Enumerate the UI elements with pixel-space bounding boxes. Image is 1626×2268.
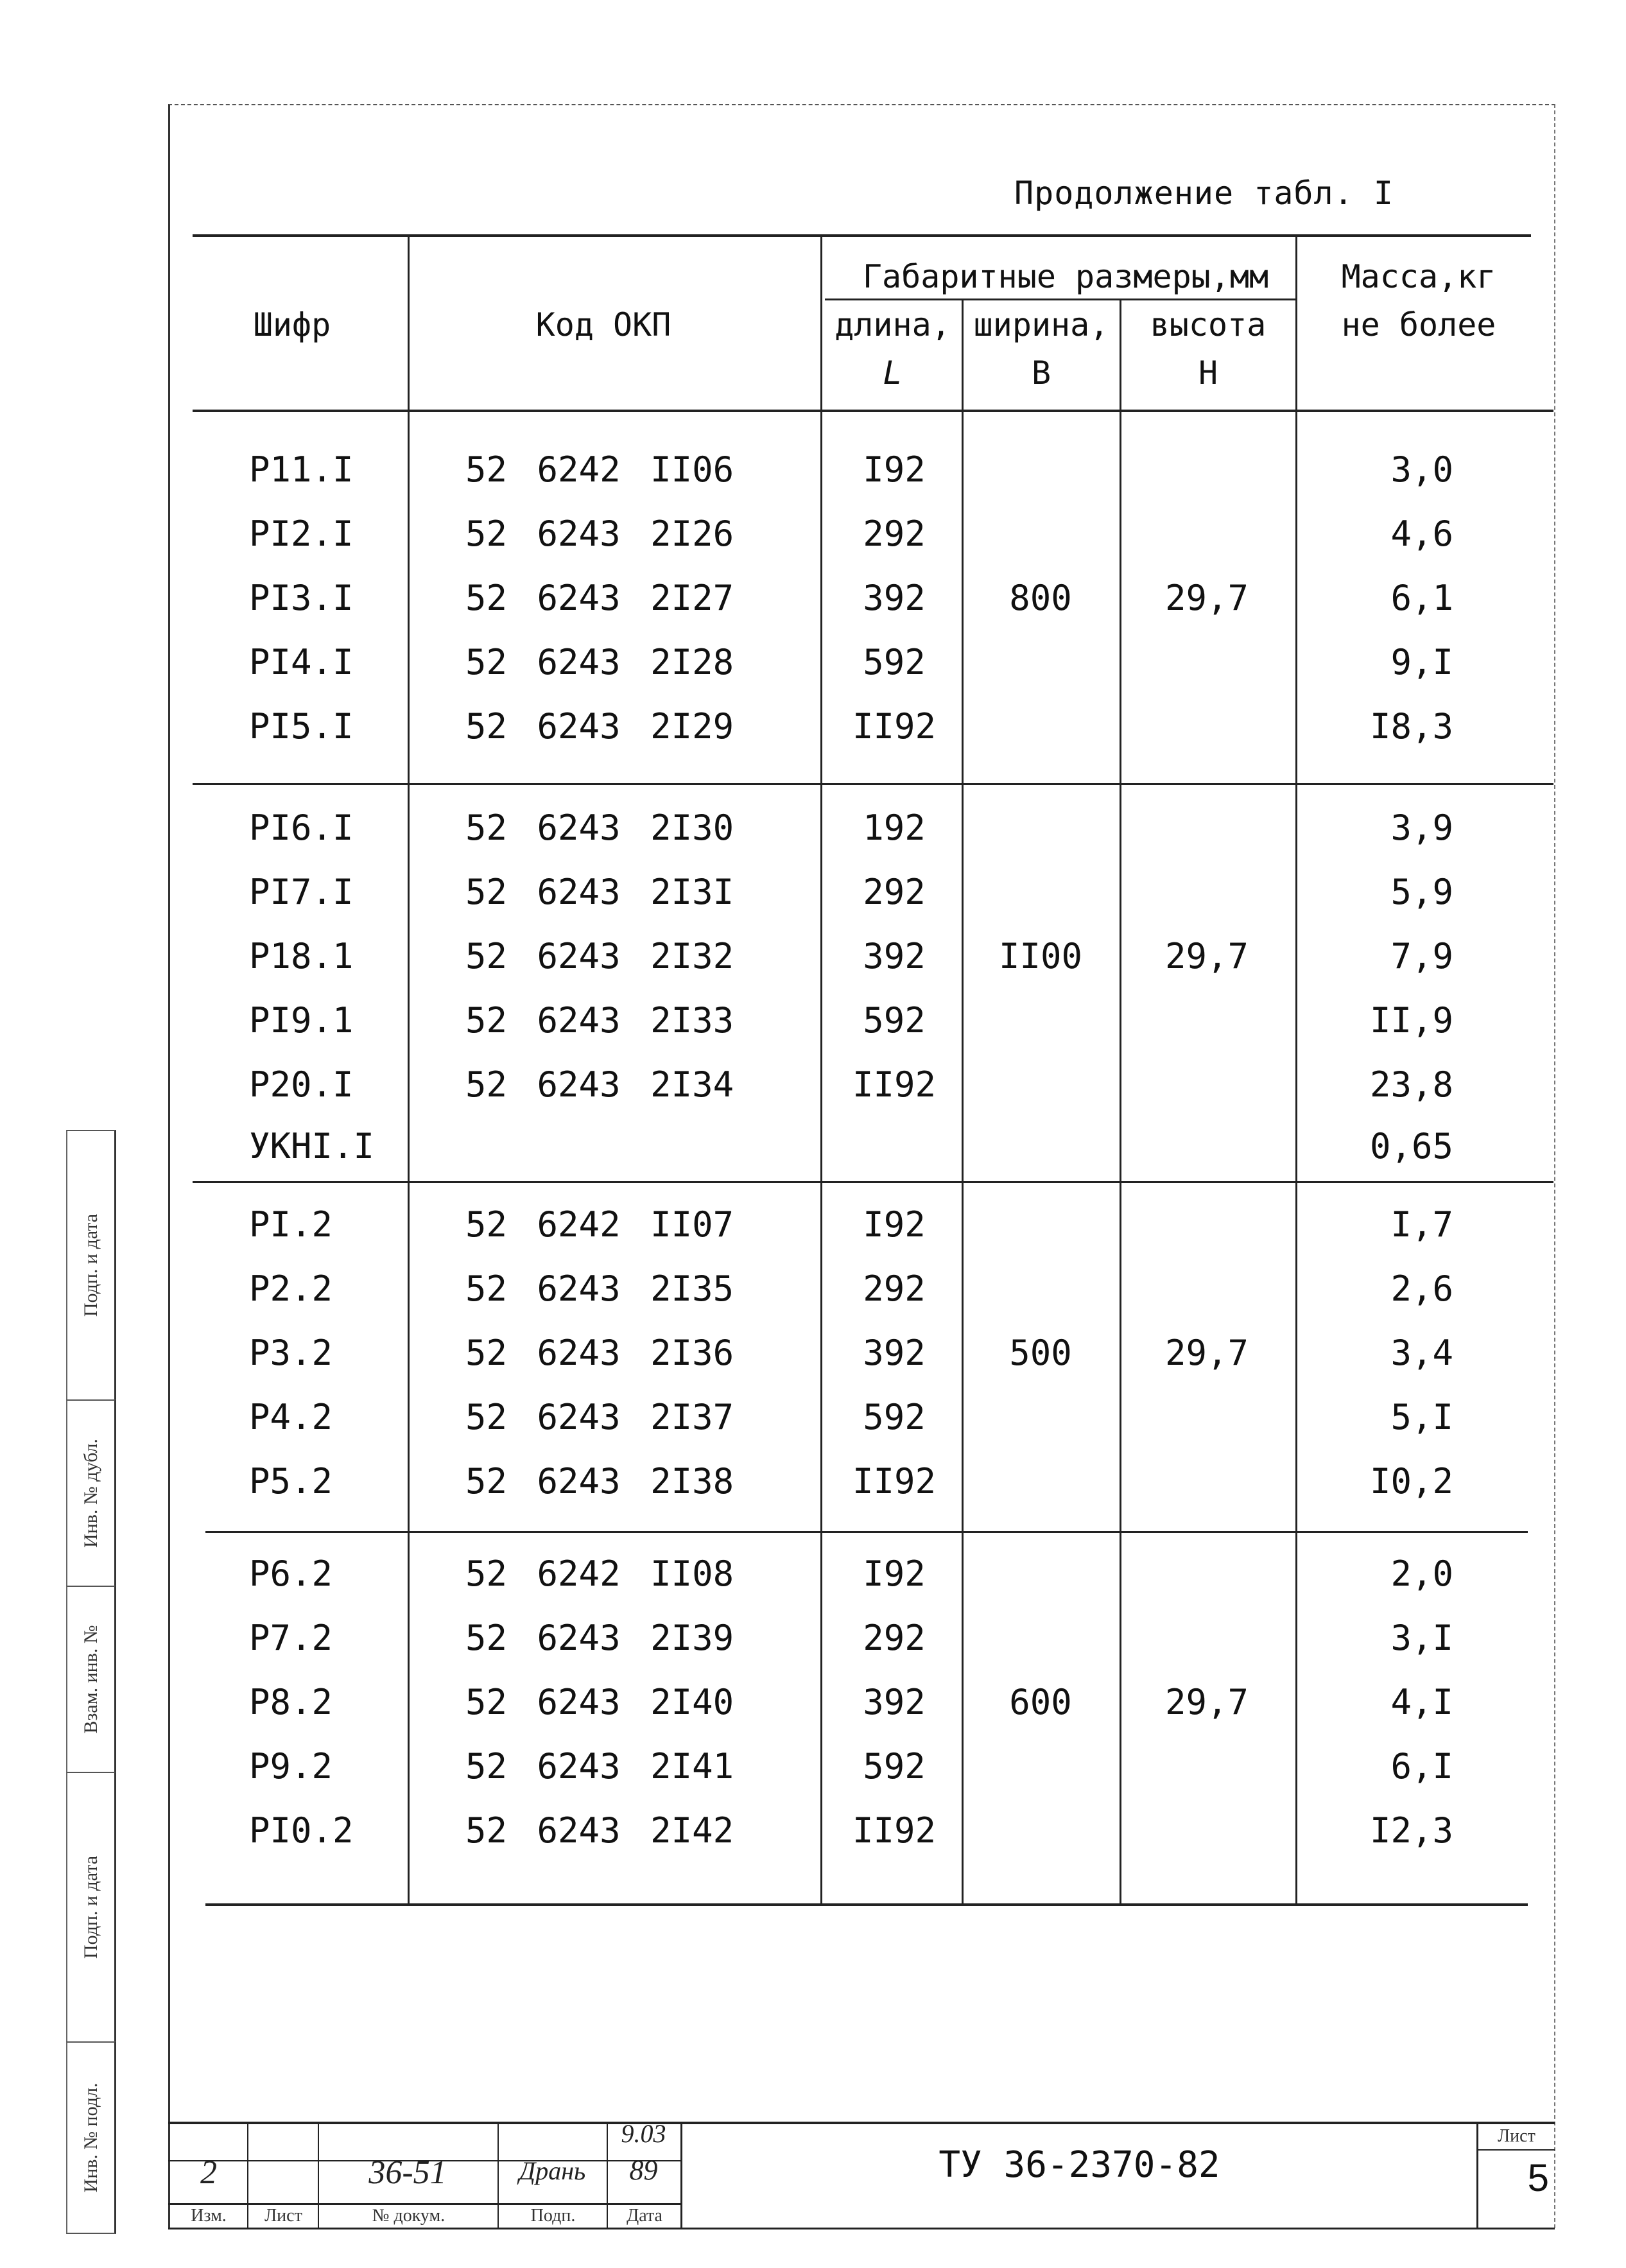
header-length: длина, <box>835 306 951 343</box>
cell-okp: 52 6243 2I40 <box>465 1682 734 1722</box>
cell-cipher: PI.2 <box>249 1204 333 1245</box>
header-width: ширина, <box>973 306 1109 343</box>
title-block-bottom-rule <box>168 2228 1555 2229</box>
cell-mass: I0,2 <box>1369 1461 1453 1502</box>
cell-length: 392 <box>863 1333 926 1373</box>
cell-cipher: P18.1 <box>249 936 354 976</box>
group-divider <box>193 1181 1553 1183</box>
cell-mass: 4,6 <box>1390 514 1453 554</box>
cell-length: 392 <box>863 1682 926 1722</box>
cell-mass: 3,0 <box>1390 449 1453 490</box>
sheet-number: 5 <box>1527 2156 1549 2199</box>
header-height-symbol: H <box>1198 354 1218 392</box>
cell-okp: 52 6243 2I32 <box>465 936 734 976</box>
cell-cipher: PI7.I <box>249 872 354 912</box>
cell-mass: 3,4 <box>1390 1333 1453 1373</box>
cell-length: I92 <box>863 449 926 490</box>
header-dimensions: Габаритные размеры,мм <box>862 258 1269 295</box>
cell-mass: I2,3 <box>1369 1810 1453 1851</box>
cell-length: 392 <box>863 936 926 976</box>
cell-cipher: PI0.2 <box>249 1810 354 1851</box>
cell-okp: 52 6242 II07 <box>465 1204 734 1245</box>
group-divider <box>193 783 1553 785</box>
side-stamp-label: Взам. инв. № <box>80 1625 101 1734</box>
cell-mass: II,9 <box>1369 1000 1453 1041</box>
cell-length: 292 <box>863 1268 926 1309</box>
table-bottom-rule <box>205 1903 1528 1906</box>
cell-length: 592 <box>863 1000 926 1041</box>
cell-cipher: P8.2 <box>249 1682 333 1722</box>
cell-cipher: P6.2 <box>249 1554 333 1594</box>
cell-okp: 52 6243 2I28 <box>465 642 734 682</box>
cell-mass: 4,I <box>1390 1682 1453 1722</box>
title-block-top-rule <box>168 2122 1555 2124</box>
side-stamp-vzam-inv <box>66 1586 116 1772</box>
document-number: 36-51 <box>368 2154 447 2191</box>
header-bottom-rule <box>193 410 1553 412</box>
cell-length <box>827 1114 962 1179</box>
group-divider <box>205 1531 1528 1533</box>
cell-mass: 0,65 <box>1369 1126 1453 1166</box>
cell-cipher: PI6.I <box>249 808 354 848</box>
header-cipher: Шифр <box>253 306 331 343</box>
cell-cipher: PI5.I <box>249 706 354 747</box>
cell-cipher: PI2.I <box>249 514 354 554</box>
col-divider-height <box>1295 234 1297 1903</box>
cell-okp: 52 6243 2I37 <box>465 1397 734 1437</box>
cell-cipher: УКНI.I <box>249 1126 375 1166</box>
cell-mass: 9,I <box>1390 642 1453 682</box>
cell-length: II92 <box>852 1064 937 1105</box>
cell-okp: 52 6243 2I26 <box>465 514 734 554</box>
cell-okp: 52 6243 2I38 <box>465 1461 734 1502</box>
cell-cipher: P20.I <box>249 1064 354 1105</box>
side-stamp-sign-date-1 <box>66 1130 116 1399</box>
cell-okp: 52 6242 II08 <box>465 1554 734 1594</box>
change-number: 2 <box>200 2154 217 2191</box>
cell-okp: 52 6243 2I27 <box>465 578 734 618</box>
header-mass-line1: Масса,кг <box>1341 258 1496 295</box>
cell-width: 600 <box>1009 1682 1072 1722</box>
cell-cipher: P7.2 <box>249 1618 333 1658</box>
cell-length: 592 <box>863 1746 926 1787</box>
cell-mass: 5,I <box>1390 1397 1453 1437</box>
col-divider-width <box>1120 299 1121 1903</box>
cell-cipher: P11.I <box>249 449 354 490</box>
side-stamp-label: Подп. и дата <box>80 1855 101 1959</box>
side-stamp-label: Инв. № подл. <box>80 2082 101 2193</box>
cell-okp: 52 6243 2I33 <box>465 1000 734 1041</box>
cell-width: II00 <box>998 936 1083 976</box>
side-stamp-inv-podl <box>66 2041 116 2234</box>
cell-length: II92 <box>852 1810 937 1851</box>
header-length-symbol: L <box>883 354 903 392</box>
cell-cipher: P3.2 <box>249 1333 333 1373</box>
cell-length: 292 <box>863 872 926 912</box>
cell-length: I92 <box>863 1554 926 1594</box>
cell-okp: 52 6243 2I39 <box>465 1618 734 1658</box>
cell-length: 392 <box>863 578 926 618</box>
label-date: Дата <box>627 2206 662 2226</box>
cell-width: 800 <box>1009 578 1072 618</box>
side-stamp-label: Инв. № дубл. <box>80 1439 101 1548</box>
cell-width: 500 <box>1009 1333 1072 1373</box>
cell-mass: 5,9 <box>1390 872 1453 912</box>
cell-cipher: P4.2 <box>249 1397 333 1437</box>
signature: Дрань <box>519 2156 586 2185</box>
cell-length: II92 <box>852 1461 937 1502</box>
label-list: Лист <box>264 2206 302 2226</box>
col-divider-length <box>962 299 964 1903</box>
date-bottom: 89 <box>629 2154 658 2186</box>
cell-mass: 2,6 <box>1390 1268 1453 1309</box>
cell-okp: 52 6243 2I3I <box>465 872 734 912</box>
cell-cipher: PI3.I <box>249 578 354 618</box>
document-code: ТУ 36-2370-82 <box>938 2144 1220 2186</box>
cell-mass: I,7 <box>1390 1204 1453 1245</box>
cell-okp: 52 6243 2I34 <box>465 1064 734 1105</box>
cell-cipher: P5.2 <box>249 1461 333 1502</box>
label-izm: Изм. <box>191 2206 227 2226</box>
side-stamp-inv-dubl <box>66 1399 116 1586</box>
cell-okp: 52 6243 2I36 <box>465 1333 734 1373</box>
cell-mass: 6,1 <box>1390 578 1453 618</box>
cell-mass: 23,8 <box>1369 1064 1453 1105</box>
cell-length: 592 <box>863 642 926 682</box>
cell-cipher: PI9.1 <box>249 1000 354 1041</box>
table-caption: Продолжение табл. I <box>1014 175 1394 212</box>
cell-mass: 6,I <box>1390 1746 1453 1787</box>
header-okp-code: Код ОКП <box>535 306 671 343</box>
label-signature: Подп. <box>530 2206 576 2226</box>
cell-length: II92 <box>852 706 937 747</box>
table-top-rule <box>193 234 1531 237</box>
cell-mass: 3,9 <box>1390 808 1453 848</box>
cell-height: 29,7 <box>1164 936 1249 976</box>
cell-cipher: P9.2 <box>249 1746 333 1787</box>
cell-length: I92 <box>863 1204 926 1245</box>
header-mass-line2: не более <box>1341 306 1496 343</box>
cell-okp <box>465 1114 825 1179</box>
cell-mass: I8,3 <box>1369 706 1453 747</box>
header-width-symbol: B <box>1031 354 1051 392</box>
cell-okp: 52 6243 2I35 <box>465 1268 734 1309</box>
cell-length: 592 <box>863 1397 926 1437</box>
cell-okp: 52 6243 2I42 <box>465 1810 734 1851</box>
title-block-divider <box>497 2122 499 2229</box>
date-top: 9.03 <box>621 2119 666 2148</box>
cell-cipher: P2.2 <box>249 1268 333 1309</box>
sheet-label-rule <box>1476 2149 1555 2151</box>
sheet-label: Лист <box>1498 2126 1535 2146</box>
cell-okp: 52 6243 2I30 <box>465 808 734 848</box>
header-height: высота <box>1150 306 1267 343</box>
cell-okp: 52 6243 2I29 <box>465 706 734 747</box>
cell-okp: 52 6243 2I41 <box>465 1746 734 1787</box>
cell-mass: 2,0 <box>1390 1554 1453 1594</box>
cell-height: 29,7 <box>1164 1333 1249 1373</box>
title-block-label-rule <box>168 2203 682 2205</box>
cell-length: 292 <box>863 514 926 554</box>
cell-mass: 7,9 <box>1390 936 1453 976</box>
cell-okp: 52 6242 II06 <box>465 449 734 490</box>
cell-cipher: PI4.I <box>249 642 354 682</box>
title-block-divider <box>318 2122 319 2229</box>
side-stamp-sign-date-2 <box>66 1772 116 2041</box>
cell-height: 29,7 <box>1164 578 1249 618</box>
label-doc-no: № докум. <box>372 2206 445 2226</box>
title-block-divider <box>247 2122 248 2229</box>
cell-length: 292 <box>863 1618 926 1658</box>
cell-length: 192 <box>863 808 926 848</box>
cell-mass: 3,I <box>1390 1618 1453 1658</box>
cell-height: 29,7 <box>1164 1682 1249 1722</box>
side-stamp-label: Подп. и дата <box>80 1213 101 1317</box>
